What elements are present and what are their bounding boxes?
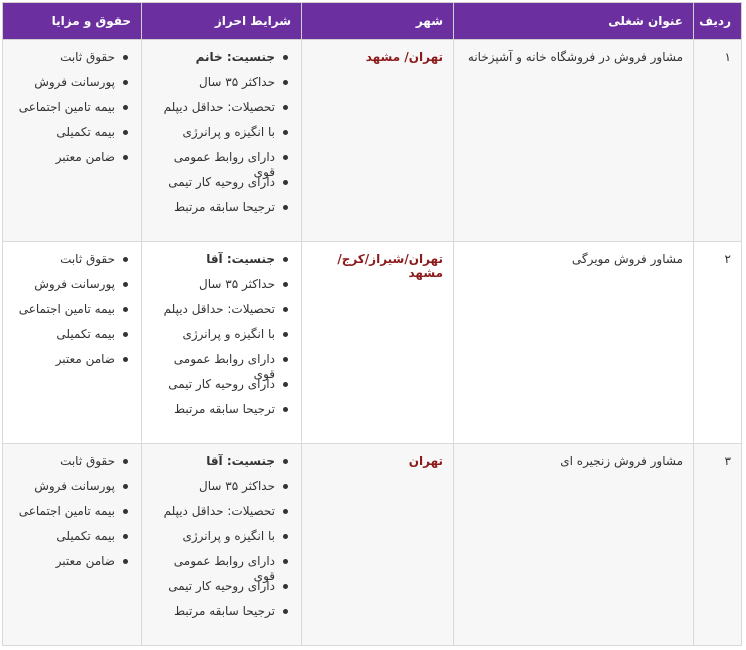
- condition-item: دارای روابط عمومی قوی: [152, 352, 275, 377]
- table-row: [3, 242, 742, 444]
- benefits-cell: [3, 242, 142, 444]
- benefit-item: پورسانت فروش: [13, 75, 115, 100]
- benefit-item: بیمه تکمیلی: [13, 529, 115, 554]
- job-title: مشاور فروش زنجیره ای: [454, 444, 694, 646]
- benefit-item: ضامن معتبر: [13, 554, 115, 579]
- benefit-item: حقوق ثابت: [13, 252, 115, 277]
- jobs-table: [2, 2, 742, 646]
- condition-item: تحصیلات: حداقل دیپلم: [152, 100, 275, 125]
- benefit-item: بیمه تامین اجتماعی: [13, 302, 115, 327]
- condition-item: با انگیزه و پرانرژی: [152, 529, 275, 554]
- row-number: ۱: [694, 40, 742, 242]
- condition-item: دارای روحیه کار تیمی: [152, 377, 275, 402]
- conditions-list: [152, 50, 291, 225]
- condition-item: ترجیحا سابقه مرتبط: [152, 200, 275, 225]
- row-number: ۲: [694, 242, 742, 444]
- condition-item: تحصیلات: حداقل دیپلم: [152, 504, 275, 529]
- condition-item: ترجیحا سابقه مرتبط: [152, 604, 275, 629]
- job-title: مشاور فروش مویرگی: [454, 242, 694, 444]
- conditions-cell: [142, 444, 302, 646]
- condition-item: ترجیحا سابقه مرتبط: [152, 402, 275, 427]
- job-title: مشاور فروش در فروشگاه خانه و آشپزخانه: [454, 40, 694, 242]
- benefit-item: حقوق ثابت: [13, 454, 115, 479]
- benefit-item: پورسانت فروش: [13, 277, 115, 302]
- condition-item: دارای روابط عمومی قوی: [152, 150, 275, 175]
- header-row-number: ردیف: [694, 3, 742, 40]
- condition-item: تحصیلات: حداقل دیپلم: [152, 302, 275, 327]
- condition-item: دارای روابط عمومی قوی: [152, 554, 275, 579]
- row-number: ۳: [694, 444, 742, 646]
- jobs-table-container: [2, 2, 741, 646]
- benefit-item: حقوق ثابت: [13, 50, 115, 75]
- benefit-item: بیمه تامین اجتماعی: [13, 504, 115, 529]
- condition-item: دارای روحیه کار تیمی: [152, 175, 275, 200]
- header-city: شهر: [302, 3, 454, 40]
- conditions-cell: [142, 242, 302, 444]
- conditions-list: [152, 252, 291, 427]
- condition-item: با انگیزه و پرانرژی: [152, 327, 275, 352]
- condition-item: حداکثر ۳۵ سال: [152, 277, 275, 302]
- benefit-item: پورسانت فروش: [13, 479, 115, 504]
- conditions-cell: [142, 40, 302, 242]
- header-conditions: شرایط احراز: [142, 3, 302, 40]
- benefits-list: [13, 252, 131, 377]
- benefits-list: [13, 50, 131, 175]
- job-city: تهران/شیراز/کرج/مشهد: [302, 242, 454, 444]
- benefit-item: ضامن معتبر: [13, 352, 115, 377]
- conditions-list: [152, 454, 291, 629]
- table-header-row: [3, 3, 742, 40]
- header-job-title: عنوان شغلی: [454, 3, 694, 40]
- job-city: تهران: [302, 444, 454, 646]
- benefits-cell: [3, 444, 142, 646]
- table-row: [3, 444, 742, 646]
- condition-item: جنسیت: آقا: [152, 454, 275, 479]
- condition-item: جنسیت: آقا: [152, 252, 275, 277]
- condition-item: جنسیت: خانم: [152, 50, 275, 75]
- condition-item: دارای روحیه کار تیمی: [152, 579, 275, 604]
- condition-item: حداکثر ۳۵ سال: [152, 75, 275, 100]
- benefit-item: بیمه تکمیلی: [13, 327, 115, 352]
- benefits-list: [13, 454, 131, 579]
- benefits-cell: [3, 40, 142, 242]
- header-benefits: حقوق و مزایا: [3, 3, 142, 40]
- condition-item: با انگیزه و پرانرژی: [152, 125, 275, 150]
- benefit-item: بیمه تامین اجتماعی: [13, 100, 115, 125]
- table-row: [3, 40, 742, 242]
- job-city: تهران/ مشهد: [302, 40, 454, 242]
- condition-item: حداکثر ۳۵ سال: [152, 479, 275, 504]
- benefit-item: بیمه تکمیلی: [13, 125, 115, 150]
- benefit-item: ضامن معتبر: [13, 150, 115, 175]
